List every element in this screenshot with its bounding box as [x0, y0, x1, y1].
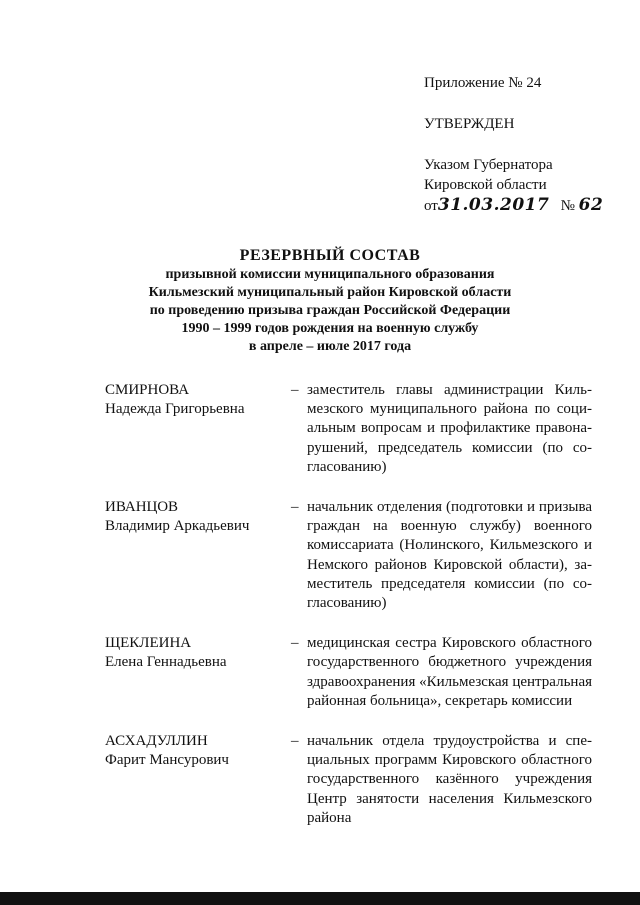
- member-given-names: Фарит Мансурович: [105, 752, 229, 769]
- date-prefix: от: [424, 198, 438, 214]
- member-dash: –: [291, 635, 299, 652]
- member-description: начальник отдела трудоустройства и специальных программ Кировского областного государственного казённого учреждения Центр занятости населения Кильмезского района: [307, 733, 592, 826]
- title-line: Кильмезский муниципальный район Кировской области: [148, 285, 512, 300]
- approval-header: [424, 73, 624, 216]
- member-name: [105, 498, 285, 536]
- approval-stamp-text: УТВЕРЖДЕН: [424, 116, 515, 132]
- decree-issuer-line1: Указом Губернатора: [424, 157, 553, 173]
- member-name: [105, 634, 285, 672]
- decree-date-handwritten: 31.03.2017: [437, 195, 550, 215]
- member-list: [105, 381, 605, 849]
- member-dash: –: [291, 499, 299, 516]
- member-surname: СМИРНОВА: [105, 382, 190, 398]
- decree-date-number: [424, 195, 624, 216]
- member-entry: [105, 381, 605, 477]
- decree-number-handwritten: 62: [578, 195, 604, 215]
- member-entry: [105, 732, 605, 828]
- decree-issuer-line2: Кировской области: [424, 177, 547, 193]
- member-dash: –: [291, 382, 299, 398]
- member-given-names: Елена Геннадьевна: [105, 654, 227, 671]
- member-entry: [105, 634, 605, 711]
- number-prefix: №: [560, 198, 575, 214]
- title-main: РЕЗЕРВНЫЙ СОСТАВ: [239, 247, 421, 264]
- title-line: по проведению призыва граждан Российской Федерации: [149, 303, 511, 318]
- member-surname: ИВАНЦОВ: [105, 499, 179, 516]
- member-name: [105, 732, 285, 770]
- document-title: [100, 246, 560, 356]
- member-description: начальник отделения (подготовки и призыва граждан на военную службу) военного комиссариата (Нолинского, Кильмезского и Немского районов Кировской области), заместитель председателя комиссии (по согласованию): [307, 499, 592, 612]
- member-name: [105, 381, 285, 419]
- member-description: медицинская сестра Кировского областного государственного бюджетного учреждения здравоохранения «Кильмезская центральная районная больница», секретарь комиссии: [307, 635, 592, 709]
- appendix-number: Приложение № 24: [424, 75, 542, 91]
- member-given-names: Надежда Григорьевна: [105, 401, 245, 417]
- member-surname: АСХАДУЛЛИН: [105, 733, 208, 750]
- title-line: в апреле – июле 2017 года: [248, 339, 412, 354]
- member-surname: ЩЕКЛЕИНА: [105, 635, 192, 652]
- member-description: заместитель главы администрации Кильмезского муниципального района по социальным вопросам и профилактике правонарушений, председатель комиссии (по согласованию): [307, 382, 592, 475]
- title-line: 1990 – 1999 годов рождения на военную службу: [181, 321, 479, 336]
- member-dash: –: [291, 733, 299, 750]
- title-line: призывной комиссии муниципального образования: [165, 267, 495, 282]
- member-given-names: Владимир Аркадьевич: [105, 518, 250, 535]
- scan-edge-bar: [0, 892, 640, 905]
- member-entry: [105, 498, 605, 613]
